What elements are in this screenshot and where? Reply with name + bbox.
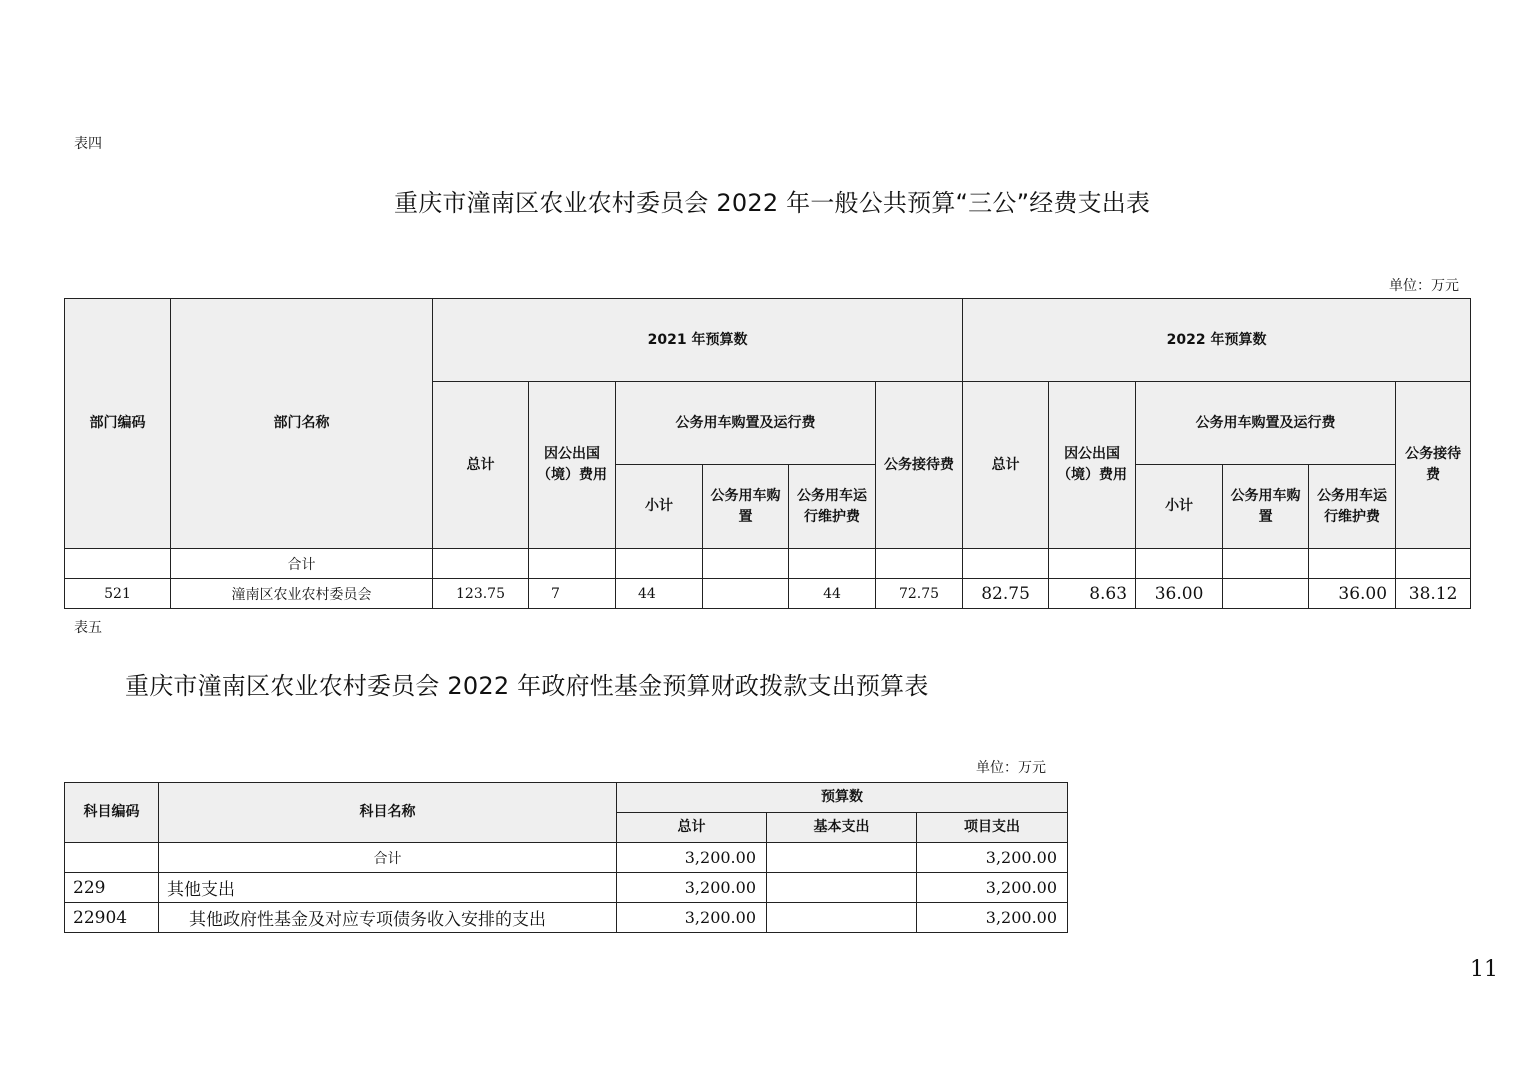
- value-cell: 8.63: [1049, 579, 1136, 609]
- subject-name-cell: 其他政府性基金及对应专项债务收入安排的支出: [159, 903, 617, 933]
- value-cell: [703, 579, 789, 609]
- header-project: 项目支出: [917, 813, 1068, 843]
- header-2022-total: 总计: [963, 382, 1049, 549]
- value-cell: 7: [529, 579, 616, 609]
- header-dept-code: 部门编码: [65, 299, 171, 549]
- three-public-expense-table: [64, 298, 1471, 609]
- header-subject-code: 科目编码: [65, 783, 159, 843]
- value-cell: [1223, 549, 1309, 579]
- header-2021-budget: 2021 年预算数: [433, 299, 963, 382]
- dept-name-cell: 合计: [171, 549, 433, 579]
- dept-name-cell: 潼南区农业农村委员会: [171, 579, 433, 609]
- header-basic: 基本支出: [767, 813, 917, 843]
- value-cell: [789, 549, 876, 579]
- header-2021-subtotal: 小计: [616, 465, 703, 549]
- header-2022-abroad: 因公出国（境）费用: [1049, 382, 1136, 549]
- value-cell: 36.00: [1136, 579, 1223, 609]
- value-cell: [529, 549, 616, 579]
- value-cell: 44: [616, 579, 703, 609]
- value-cell: [703, 549, 789, 579]
- value-cell: [1136, 549, 1223, 579]
- total-cell: 3,200.00: [617, 873, 767, 903]
- table5-unit: 单位：万元: [976, 760, 1046, 776]
- header-dept-name: 部门名称: [171, 299, 433, 549]
- value-cell: 123.75: [433, 579, 529, 609]
- table-row: [65, 843, 1068, 873]
- project-cell: 3,200.00: [917, 903, 1068, 933]
- value-cell: 36.00: [1309, 579, 1396, 609]
- basic-cell: [767, 843, 917, 873]
- header-2021-car-purchase: 公务用车购置: [703, 465, 789, 549]
- table4-unit: 单位：万元: [1389, 278, 1459, 294]
- header-2021-reception: 公务接待费: [876, 382, 963, 549]
- value-cell: [1049, 549, 1136, 579]
- table-row: [65, 579, 1471, 609]
- subject-code-cell: 22904: [65, 903, 159, 933]
- basic-cell: [767, 873, 917, 903]
- header-2022-reception: 公务接待费: [1396, 382, 1471, 549]
- value-cell: 72.75: [876, 579, 963, 609]
- value-cell: [1309, 549, 1396, 579]
- header-2022-subtotal: 小计: [1136, 465, 1223, 549]
- header-2022-car-purchase: 公务用车购置: [1223, 465, 1309, 549]
- value-cell: [1396, 549, 1471, 579]
- header-2022-car-maint: 公务用车运行维护费: [1309, 465, 1396, 549]
- table4-label: 表四: [74, 136, 102, 152]
- header-subject-name: 科目名称: [159, 783, 617, 843]
- table4-title: 重庆市潼南区农业农村委员会 2022 年一般公共预算“三公”经费支出表: [394, 189, 1151, 217]
- header-2022-budget: 2022 年预算数: [963, 299, 1471, 382]
- header-2021-car: 公务用车购置及运行费: [616, 382, 876, 465]
- value-cell: [1223, 579, 1309, 609]
- value-cell: 82.75: [963, 579, 1049, 609]
- header-budget: 预算数: [617, 783, 1068, 813]
- header-2022-car: 公务用车购置及运行费: [1136, 382, 1396, 465]
- value-cell: [616, 549, 703, 579]
- table-row: [65, 903, 1068, 933]
- value-cell: [433, 549, 529, 579]
- subject-name-cell: 合计: [159, 843, 617, 873]
- value-cell: 44: [789, 579, 876, 609]
- value-cell: [876, 549, 963, 579]
- header-2021-total: 总计: [433, 382, 529, 549]
- total-cell: 3,200.00: [617, 903, 767, 933]
- dept-code-cell: [65, 549, 171, 579]
- header-2021-car-maint: 公务用车运行维护费: [789, 465, 876, 549]
- dept-code-cell: 521: [65, 579, 171, 609]
- value-cell: 38.12: [1396, 579, 1471, 609]
- basic-cell: [767, 903, 917, 933]
- project-cell: 3,200.00: [917, 873, 1068, 903]
- government-fund-budget-table: [64, 782, 1068, 933]
- value-cell: [963, 549, 1049, 579]
- page-number: 11: [1470, 957, 1498, 982]
- subject-code-cell: [65, 843, 159, 873]
- subject-name-cell: 其他支出: [159, 873, 617, 903]
- table5-title: 重庆市潼南区农业农村委员会 2022 年政府性基金预算财政拨款支出预算表: [125, 672, 929, 700]
- table5-label: 表五: [74, 620, 102, 636]
- table-row: [65, 549, 1471, 579]
- header-2021-abroad: 因公出国（境）费用: [529, 382, 616, 549]
- table-row: [65, 873, 1068, 903]
- project-cell: 3,200.00: [917, 843, 1068, 873]
- subject-code-cell: 229: [65, 873, 159, 903]
- header-total: 总计: [617, 813, 767, 843]
- total-cell: 3,200.00: [617, 843, 767, 873]
